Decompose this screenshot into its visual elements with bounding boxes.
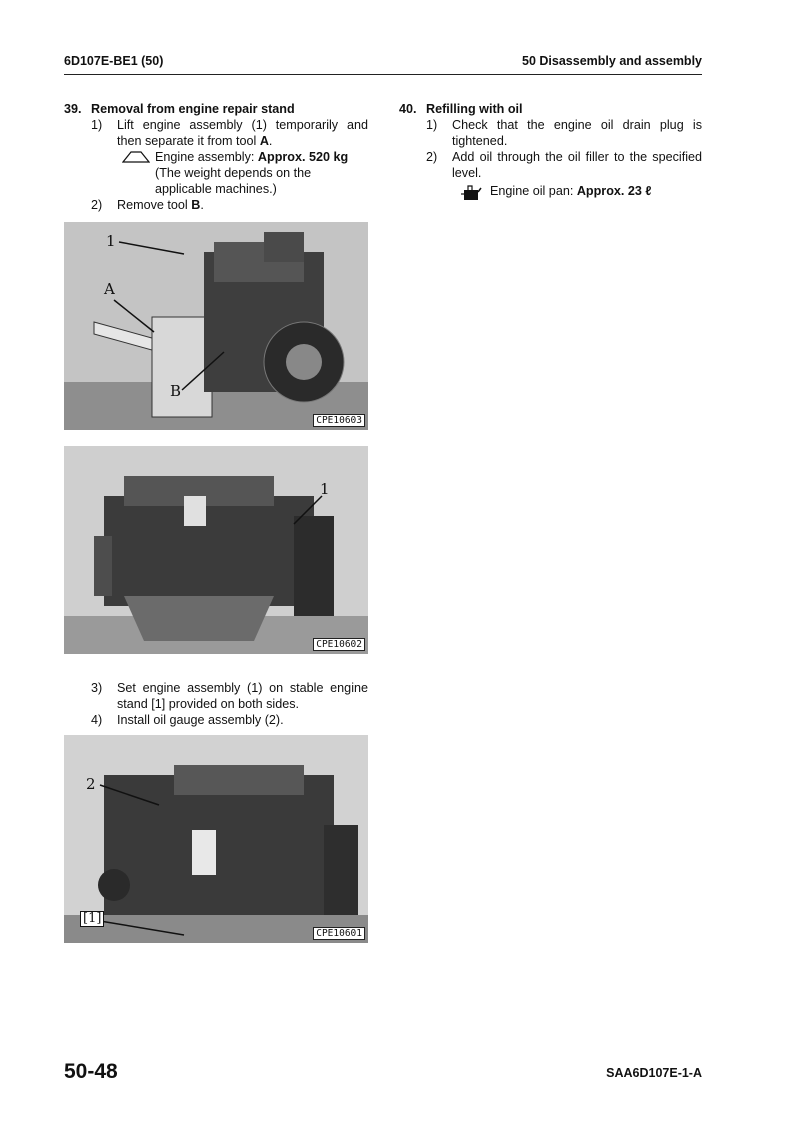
step-39-item-1: 1) Lift engine assembly (1) temporarily and then separate it from tool A. bbox=[91, 118, 368, 148]
page-number: 50-48 bbox=[64, 1060, 118, 1083]
callout-stand: [1] bbox=[80, 911, 104, 927]
step-40 bbox=[399, 101, 702, 201]
step-39-item-3: 3) Set engine assembly (1) on stable engine stand [1] provided on both sides. bbox=[91, 681, 368, 711]
callout-1: 1 bbox=[106, 232, 116, 250]
figure-tag: CPE10601 bbox=[313, 927, 365, 940]
step-39-item-4: 4) Install oil gauge assembly (2). bbox=[91, 713, 284, 727]
step-39 bbox=[64, 101, 368, 213]
document-code: SAA6D107E-1-A bbox=[606, 1066, 702, 1080]
step-39-item-2: 2) Remove tool B. bbox=[91, 198, 204, 212]
engine-weight-spec: Engine assembly: Approx. 520 kg (The weight depends on the applicable machines.) bbox=[117, 149, 368, 197]
callout-b: B bbox=[170, 382, 182, 400]
callout-1: 1 bbox=[320, 480, 330, 498]
engine-photo-1 bbox=[64, 222, 368, 430]
figure-tag: CPE10602 bbox=[313, 638, 365, 651]
figure-tag: CPE10603 bbox=[313, 414, 365, 427]
callout-2: 2 bbox=[86, 775, 96, 793]
header-right: 50 Disassembly and assembly bbox=[522, 54, 702, 68]
header-rule bbox=[64, 74, 702, 75]
oil-can-icon bbox=[452, 183, 490, 201]
engine-photo-3 bbox=[64, 735, 368, 943]
step-40-title: 40. Refilling with oil bbox=[399, 102, 523, 116]
step-39-cont bbox=[64, 680, 368, 728]
header-left: 6D107E-BE1 (50) bbox=[64, 54, 164, 68]
step-39-title: 39. Removal from engine repair stand bbox=[64, 102, 295, 116]
step-40-item-2: 2) Add oil through the oil filler to the specified level. bbox=[426, 150, 702, 180]
engine-photo-2 bbox=[64, 446, 368, 654]
oil-pan-spec: Engine oil pan: Approx. 23 ℓ bbox=[452, 183, 702, 201]
weight-icon bbox=[117, 149, 155, 197]
callout-a: A bbox=[104, 280, 115, 298]
step-40-item-1: 1) Check that the engine oil drain plug is tightened. bbox=[426, 118, 702, 148]
